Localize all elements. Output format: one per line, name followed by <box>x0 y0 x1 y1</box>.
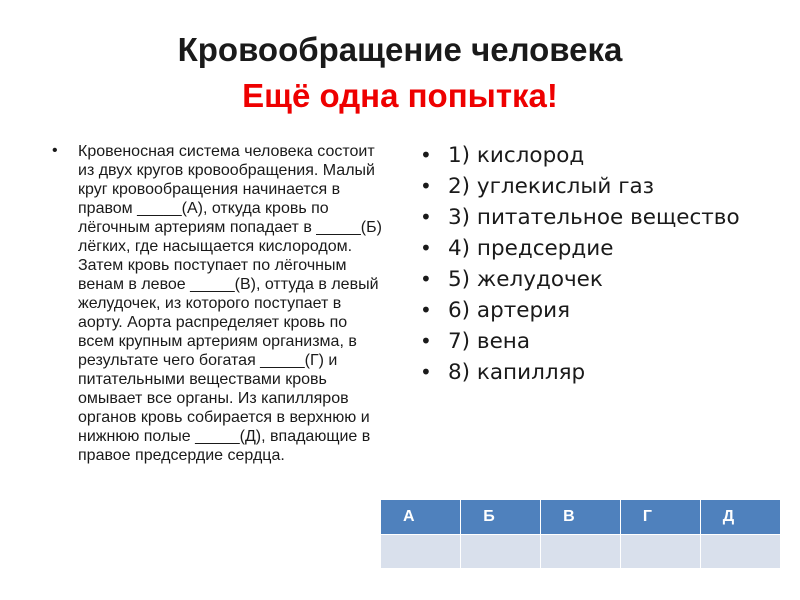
answer-cell-v[interactable] <box>541 535 621 569</box>
page-subtitle: Ещё одна попытка! <box>242 77 558 114</box>
answer-option: • 3) питательное вещество <box>418 205 778 230</box>
page-title: Кровообращение человека <box>177 31 623 68</box>
answer-option: • 5) желудочек <box>418 267 778 292</box>
answer-option: • 6) артерия <box>418 298 778 323</box>
answer-option: • 8) капилляр <box>418 360 778 385</box>
title-block <box>0 30 800 116</box>
answer-table-row <box>381 535 780 569</box>
answer-table <box>381 500 780 568</box>
answer-table-header: Д <box>700 500 780 535</box>
answer-option: • 1) кислород <box>418 143 778 168</box>
answer-cell-d[interactable] <box>700 535 780 569</box>
task-text-block <box>52 142 387 465</box>
answer-table-header: Б <box>461 500 541 535</box>
answer-option: • 2) углекислый газ <box>418 174 778 199</box>
answer-option: • 7) вена <box>418 329 778 354</box>
answer-cell-a[interactable] <box>381 535 461 569</box>
task-paragraph: Кровеносная система человека состоит из двух кругов кровообращения. Малый круг кровообращения начинается в правом _____(А), откуда кровь по лёгочным артериям попадает в _____(Б) лёгких, где насыщается кислородом. Затем кровь поступает по лёгочным венам в левое _____(В), оттуда в левый желудочек, из которого поступает в аорту. Аорта распределяет кровь по всем крупным артериям организма, в результате чего богатая _____(Г) и питательными веществами кровь омывает все органы. Из капилляров органов кровь собирается в верхнюю и нижнюю полые _____(Д), впадающие в правое предсердие сердца. <box>78 143 382 464</box>
answer-table-header-row <box>381 500 780 535</box>
answer-list <box>418 143 778 385</box>
answer-table-header: В <box>541 500 621 535</box>
answer-options <box>418 143 778 391</box>
answer-table-header: Г <box>620 500 700 535</box>
bullet-icon: • <box>52 142 58 159</box>
answer-table-header: А <box>381 500 461 535</box>
answer-cell-b[interactable] <box>461 535 541 569</box>
answer-cell-g[interactable] <box>620 535 700 569</box>
answer-option: • 4) предсердие <box>418 236 778 261</box>
